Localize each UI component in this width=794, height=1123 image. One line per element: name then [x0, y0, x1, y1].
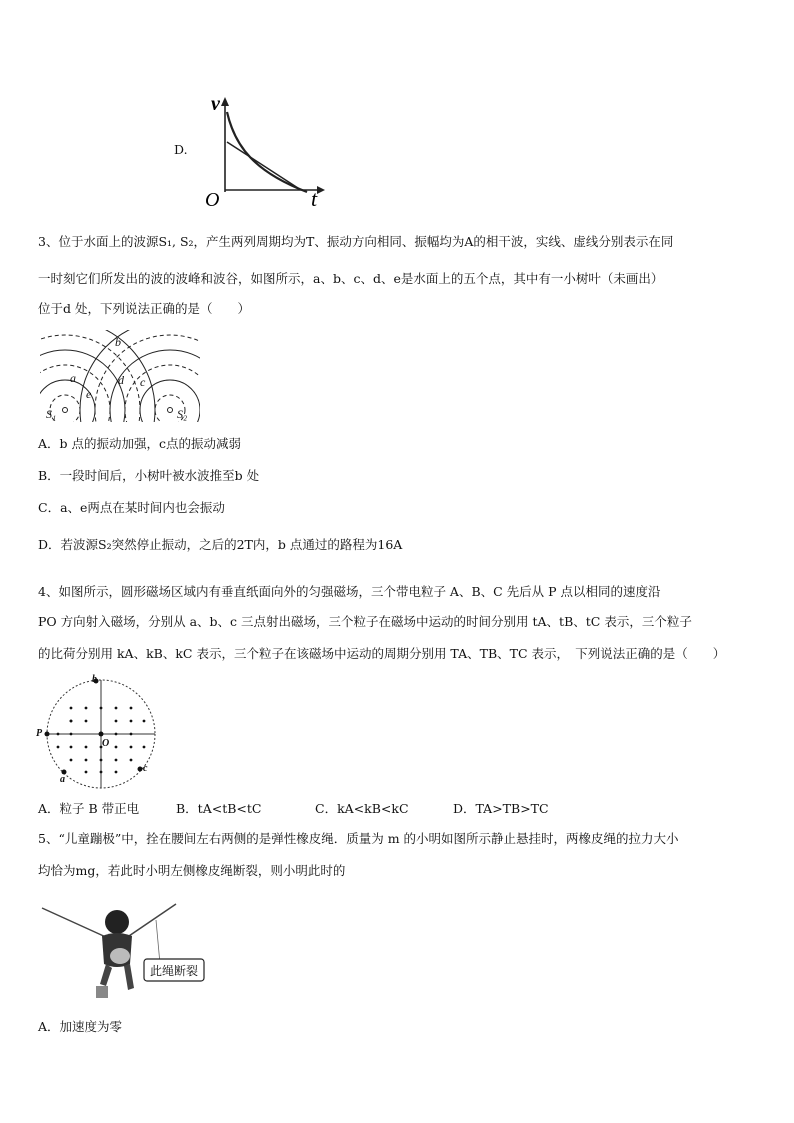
option-d-label: D. [174, 142, 188, 157]
child-harness [110, 948, 130, 964]
point-c-label: c [140, 375, 146, 389]
point-b-label: b [92, 674, 97, 685]
t-axis-label: t [311, 186, 318, 210]
child-left-leg [100, 964, 112, 986]
child-right-leg [124, 964, 134, 990]
q4-line-1: 4、如图所示，圆形磁场区域内有垂直纸面向外的匀强磁场，三个带电粒子 A、B、C 先后从 P 点以相同的速度沿 [38, 584, 661, 599]
rope-broken-text: 此绳断裂 [149, 964, 199, 978]
source-s2 [168, 408, 173, 413]
point-e-label: e [86, 387, 92, 401]
exit-point-c [138, 767, 143, 772]
q4-option-b: B．tA<tB<tC [176, 801, 262, 816]
source-s1 [63, 408, 68, 413]
q3-line-2: 一时刻它们所发出的波的波峰和波谷，如图所示，a、b、c、d、e是水面上的五个点，其中有一小树叶（未画出） [38, 271, 664, 286]
center-o [99, 732, 104, 737]
q3-option-c: C．a、e两点在某时间内也会振动 [38, 500, 225, 515]
q3-option-a: A．b 点的振动加强，c点的振动减弱 [38, 436, 242, 451]
point-a-label: a [70, 371, 76, 385]
point-p [45, 732, 50, 737]
v-axis-label: v [211, 93, 220, 115]
origin-label: O [205, 189, 220, 210]
q3-line-3: 位于d 处，下列说法正确的是（ ） [38, 301, 250, 316]
point-o-label: O [102, 738, 110, 749]
q4-option-c: C．kA<kB<kC [315, 801, 409, 816]
v-axis-arrow [221, 97, 229, 106]
t-axis-arrow [317, 186, 325, 194]
straight-line [227, 142, 301, 190]
q4-line-3: 的比荷分别用 kA、kB、kC 表示，三个粒子在该磁场中运动的周期分别用 TA、TB、TC 表示， 下列说法正确的是（ ） [38, 646, 726, 661]
left-rope [42, 908, 108, 938]
right-rope [126, 904, 176, 938]
label-pointer [156, 920, 160, 964]
source-s2-label: S₂ [177, 407, 188, 421]
q4-option-d: D．TA>TB>TC [453, 801, 549, 816]
wave-interference-figure [40, 330, 200, 422]
point-b-label: b [115, 335, 121, 349]
q4-line-2: PO 方向射入磁场，分别从 a、b、c 三点射出磁场，三个粒子在磁场中运动的时间分别用 tA、tB、tC 表示，三个粒子 [38, 614, 692, 629]
q5-line-1: 5、“儿童蹦极”中，拴在腰间左右两侧的是弹性橡皮绳．质量为 m 的小明如图所示静止悬挂时，两橡皮绳的拉力大小 [38, 831, 679, 846]
velocity-time-graph [195, 92, 330, 210]
child-head [105, 910, 129, 934]
q5-option-a: A．加速度为零 [38, 1019, 123, 1034]
curve-line [227, 112, 307, 192]
q3-option-d: D．若波源S₂突然停止振动，之后的2T内，b 点通过的路程为16A [38, 537, 403, 552]
point-d-label: d [118, 373, 124, 387]
q4-option-a: A．粒子 B 带正电 [38, 801, 140, 816]
q3-line-1: 3、位于水面上的波源S₁, S₂，产生两列周期均为T、振动方向相同、振幅均为A的相干波，实线、虚线分别表示在同 [38, 234, 674, 249]
q5-line-2: 均恰为mg，若此时小明左侧橡皮绳断裂，则小明此时的 [38, 863, 346, 878]
bungee-child-figure [40, 898, 222, 1006]
source-s1-label: S₁ [46, 407, 57, 421]
q3-option-b: B．一段时间后，小树叶被水波推至b 处 [38, 468, 260, 483]
child-foot [96, 986, 108, 998]
point-a-label: a [60, 774, 65, 785]
point-p-label: P [36, 728, 43, 739]
point-c-label: c [143, 763, 148, 774]
magnetic-field-figure [36, 672, 166, 792]
